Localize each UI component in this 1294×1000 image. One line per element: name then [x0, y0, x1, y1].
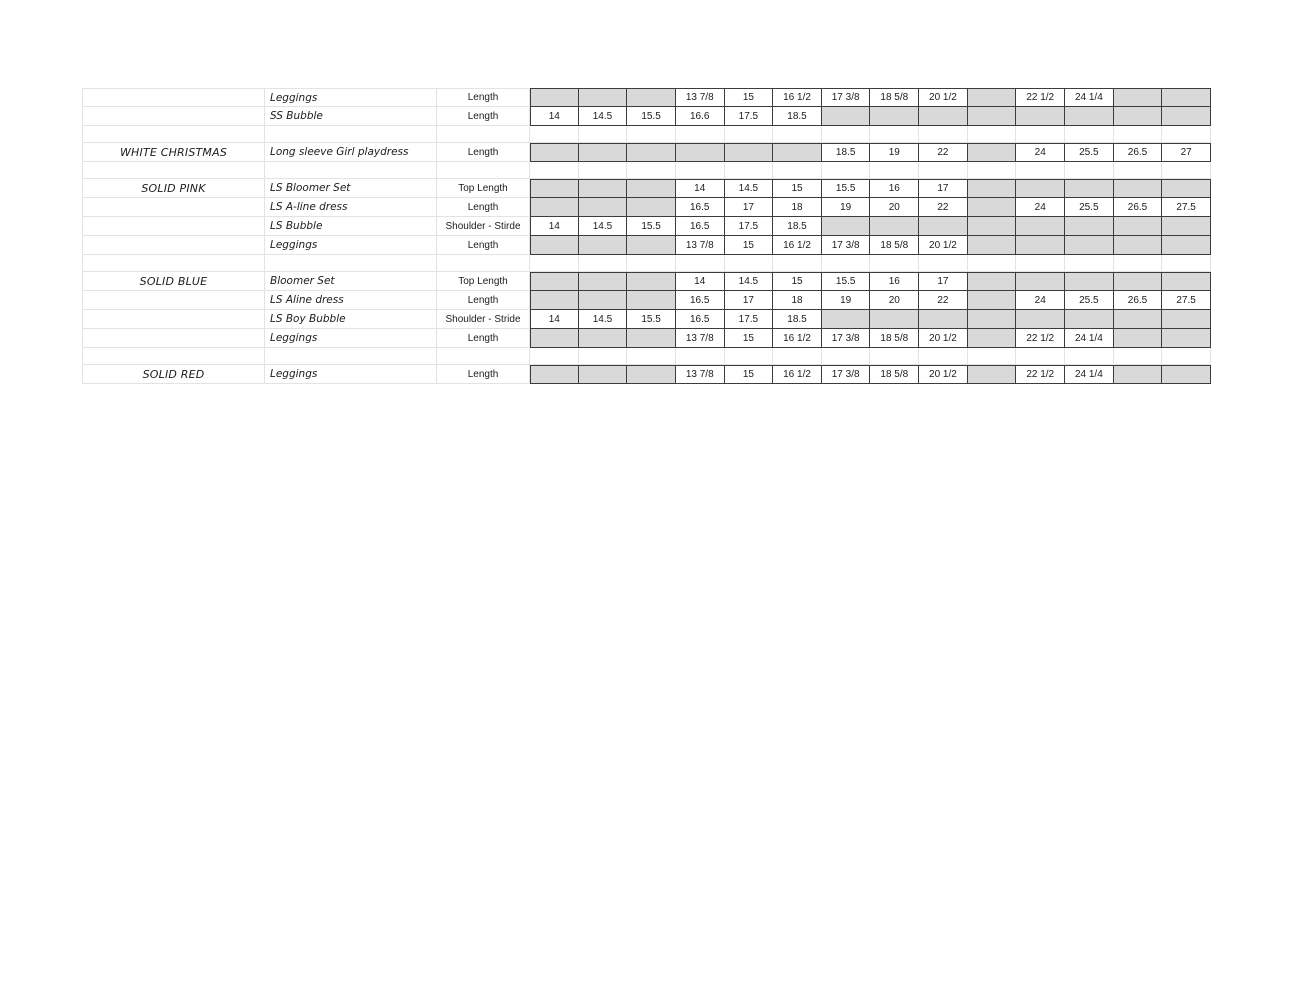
size-value-cell: 20 1/2	[919, 236, 968, 255]
size-empty-cell	[627, 162, 676, 179]
size-empty-cell	[1114, 255, 1163, 272]
measurement-cell	[437, 255, 530, 272]
size-value-cell: 19	[870, 143, 919, 162]
table-row	[82, 179, 1211, 198]
size-value-cell: 15.5	[627, 107, 676, 126]
table-row	[82, 217, 1211, 236]
size-empty-cell	[1065, 310, 1114, 329]
size-empty-cell	[530, 143, 579, 162]
size-value-cell: 27.5	[1162, 291, 1211, 310]
size-empty-cell	[822, 348, 871, 365]
size-empty-cell	[822, 217, 871, 236]
size-value-cell: 22	[919, 198, 968, 217]
size-value-cell: 24	[1016, 198, 1065, 217]
size-empty-cell	[627, 198, 676, 217]
size-value-cell: 15	[725, 88, 774, 107]
size-value-cell: 14.5	[579, 217, 628, 236]
product-cell: LS A-line dress	[265, 198, 437, 217]
size-value-cell: 24	[1016, 291, 1065, 310]
size-empty-cell	[1162, 310, 1211, 329]
size-empty-cell	[1016, 348, 1065, 365]
collection-cell	[82, 329, 265, 348]
size-empty-cell	[968, 348, 1017, 365]
size-value-cell: 17	[919, 272, 968, 291]
product-cell: SS Bubble	[265, 107, 437, 126]
table-row	[82, 126, 1211, 143]
size-empty-cell	[968, 179, 1017, 198]
size-empty-cell	[1162, 88, 1211, 107]
collection-cell: SOLID PINK	[82, 179, 265, 198]
size-value-cell: 24 1/4	[1065, 365, 1114, 384]
product-cell	[265, 162, 437, 179]
size-empty-cell	[676, 162, 725, 179]
table-row	[82, 107, 1211, 126]
size-empty-cell	[627, 126, 676, 143]
size-empty-cell	[968, 255, 1017, 272]
collection-cell	[82, 217, 265, 236]
size-empty-cell	[1065, 348, 1114, 365]
size-value-cell: 18.5	[773, 107, 822, 126]
size-empty-cell	[1162, 126, 1211, 143]
size-empty-cell	[1065, 255, 1114, 272]
size-value-cell: 17 3/8	[822, 236, 871, 255]
size-empty-cell	[919, 255, 968, 272]
size-value-cell: 16.5	[676, 198, 725, 217]
size-empty-cell	[919, 162, 968, 179]
product-cell: Long sleeve Girl playdress	[265, 143, 437, 162]
product-cell: Leggings	[265, 329, 437, 348]
collection-cell	[82, 255, 265, 272]
measurement-cell: Length	[437, 365, 530, 384]
product-cell: Leggings	[265, 365, 437, 384]
collection-cell	[82, 198, 265, 217]
size-empty-cell	[579, 236, 628, 255]
size-empty-cell	[1162, 329, 1211, 348]
size-empty-cell	[627, 179, 676, 198]
size-value-cell: 13 7/8	[676, 88, 725, 107]
product-cell: Leggings	[265, 88, 437, 107]
table-row	[82, 255, 1211, 272]
size-empty-cell	[968, 310, 1017, 329]
product-cell: LS Bloomer Set	[265, 179, 437, 198]
size-empty-cell	[1162, 217, 1211, 236]
measurement-cell: Length	[437, 107, 530, 126]
collection-cell: SOLID RED	[82, 365, 265, 384]
size-value-cell: 27	[1162, 143, 1211, 162]
measurement-cell: Length	[437, 236, 530, 255]
size-empty-cell	[822, 162, 871, 179]
size-empty-cell	[1162, 348, 1211, 365]
size-value-cell: 16.5	[676, 217, 725, 236]
size-empty-cell	[1016, 255, 1065, 272]
size-empty-cell	[530, 198, 579, 217]
size-value-cell: 14	[530, 217, 579, 236]
size-value-cell: 16 1/2	[773, 236, 822, 255]
size-empty-cell	[627, 272, 676, 291]
size-value-cell: 15.5	[627, 310, 676, 329]
table-row	[82, 88, 1211, 107]
collection-cell	[82, 291, 265, 310]
product-cell: LS Boy Bubble	[265, 310, 437, 329]
size-empty-cell	[773, 126, 822, 143]
measurement-cell: Length	[437, 88, 530, 107]
size-value-cell: 14.5	[579, 107, 628, 126]
size-value-cell: 24	[1016, 143, 1065, 162]
size-value-cell: 25.5	[1065, 143, 1114, 162]
size-value-cell: 27.5	[1162, 198, 1211, 217]
table-row	[82, 365, 1211, 384]
size-value-cell: 14	[530, 310, 579, 329]
size-empty-cell	[968, 236, 1017, 255]
size-empty-cell	[1114, 365, 1163, 384]
size-empty-cell	[1162, 236, 1211, 255]
size-empty-cell	[676, 126, 725, 143]
size-empty-cell	[1016, 126, 1065, 143]
size-empty-cell	[579, 291, 628, 310]
size-empty-cell	[968, 217, 1017, 236]
size-empty-cell	[822, 126, 871, 143]
size-empty-cell	[1114, 348, 1163, 365]
measurement-cell: Top Length	[437, 179, 530, 198]
size-empty-cell	[1162, 179, 1211, 198]
size-empty-cell	[1065, 126, 1114, 143]
size-value-cell: 22 1/2	[1016, 88, 1065, 107]
product-cell: LS Aline dress	[265, 291, 437, 310]
size-empty-cell	[627, 329, 676, 348]
size-empty-cell	[725, 255, 774, 272]
size-value-cell: 15.5	[627, 217, 676, 236]
measurement-cell	[437, 348, 530, 365]
size-empty-cell	[579, 348, 628, 365]
table-row	[82, 310, 1211, 329]
size-empty-cell	[530, 126, 579, 143]
size-empty-cell	[627, 255, 676, 272]
size-empty-cell	[627, 143, 676, 162]
size-empty-cell	[1114, 310, 1163, 329]
size-value-cell: 15	[773, 272, 822, 291]
size-value-cell: 17.5	[725, 107, 774, 126]
size-empty-cell	[1162, 365, 1211, 384]
size-empty-cell	[1016, 107, 1065, 126]
size-empty-cell	[1016, 179, 1065, 198]
size-value-cell: 20	[870, 198, 919, 217]
size-empty-cell	[1114, 329, 1163, 348]
size-value-cell: 14.5	[579, 310, 628, 329]
size-empty-cell	[530, 179, 579, 198]
size-value-cell: 13 7/8	[676, 365, 725, 384]
size-empty-cell	[530, 162, 579, 179]
size-empty-cell	[919, 126, 968, 143]
size-value-cell: 16 1/2	[773, 88, 822, 107]
size-value-cell: 24 1/4	[1065, 88, 1114, 107]
size-empty-cell	[1016, 272, 1065, 291]
size-value-cell: 14.5	[725, 272, 774, 291]
size-empty-cell	[1162, 162, 1211, 179]
size-empty-cell	[676, 255, 725, 272]
size-empty-cell	[579, 179, 628, 198]
size-empty-cell	[676, 143, 725, 162]
size-value-cell: 17 3/8	[822, 365, 871, 384]
size-value-cell: 22 1/2	[1016, 329, 1065, 348]
product-cell: LS Bubble	[265, 217, 437, 236]
measurement-cell: Length	[437, 329, 530, 348]
size-empty-cell	[968, 143, 1017, 162]
table-row	[82, 329, 1211, 348]
size-empty-cell	[1016, 236, 1065, 255]
size-value-cell: 16.5	[676, 310, 725, 329]
size-empty-cell	[968, 198, 1017, 217]
size-value-cell: 19	[822, 198, 871, 217]
size-empty-cell	[725, 348, 774, 365]
size-empty-cell	[627, 236, 676, 255]
size-value-cell: 26.5	[1114, 143, 1163, 162]
size-empty-cell	[579, 272, 628, 291]
size-value-cell: 15	[725, 365, 774, 384]
size-empty-cell	[870, 162, 919, 179]
size-empty-cell	[725, 126, 774, 143]
measurement-cell: Shoulder - Stirde	[437, 217, 530, 236]
size-value-cell: 18	[773, 291, 822, 310]
size-empty-cell	[627, 88, 676, 107]
measurement-cell: Top Length	[437, 272, 530, 291]
size-empty-cell	[579, 329, 628, 348]
size-value-cell: 17 3/8	[822, 329, 871, 348]
size-empty-cell	[968, 107, 1017, 126]
size-empty-cell	[870, 310, 919, 329]
measurement-cell	[437, 126, 530, 143]
size-empty-cell	[919, 348, 968, 365]
size-value-cell: 17	[725, 291, 774, 310]
collection-cell: WHITE CHRISTMAS	[82, 143, 265, 162]
measurement-cell: Shoulder - Stride	[437, 310, 530, 329]
size-value-cell: 22	[919, 143, 968, 162]
collection-cell	[82, 162, 265, 179]
size-empty-cell	[530, 348, 579, 365]
size-empty-cell	[1114, 126, 1163, 143]
collection-cell	[82, 348, 265, 365]
size-empty-cell	[530, 329, 579, 348]
size-empty-cell	[968, 272, 1017, 291]
size-value-cell: 14	[676, 179, 725, 198]
product-cell: Bloomer Set	[265, 272, 437, 291]
size-value-cell: 15	[725, 329, 774, 348]
size-empty-cell	[1162, 107, 1211, 126]
size-value-cell: 17.5	[725, 310, 774, 329]
size-value-cell: 16 1/2	[773, 329, 822, 348]
size-value-cell: 16	[870, 179, 919, 198]
size-empty-cell	[919, 310, 968, 329]
size-empty-cell	[1162, 255, 1211, 272]
size-empty-cell	[1114, 217, 1163, 236]
size-empty-cell	[530, 365, 579, 384]
size-value-cell: 16	[870, 272, 919, 291]
size-empty-cell	[725, 162, 774, 179]
size-value-cell: 18 5/8	[870, 365, 919, 384]
size-empty-cell	[579, 143, 628, 162]
size-empty-cell	[725, 143, 774, 162]
size-value-cell: 18.5	[822, 143, 871, 162]
table-row	[82, 198, 1211, 217]
size-empty-cell	[530, 272, 579, 291]
size-empty-cell	[1065, 179, 1114, 198]
size-empty-cell	[822, 255, 871, 272]
table-row	[82, 236, 1211, 255]
table-row	[82, 291, 1211, 310]
size-value-cell: 17.5	[725, 217, 774, 236]
size-value-cell: 16.5	[676, 291, 725, 310]
size-value-cell: 18.5	[773, 310, 822, 329]
product-cell	[265, 255, 437, 272]
measurement-cell: Length	[437, 198, 530, 217]
collection-cell	[82, 236, 265, 255]
size-value-cell: 18.5	[773, 217, 822, 236]
size-value-cell: 15.5	[822, 272, 871, 291]
size-empty-cell	[1114, 272, 1163, 291]
size-value-cell: 18 5/8	[870, 88, 919, 107]
size-empty-cell	[1065, 107, 1114, 126]
size-empty-cell	[1114, 236, 1163, 255]
size-value-cell: 22	[919, 291, 968, 310]
size-empty-cell	[773, 255, 822, 272]
size-empty-cell	[530, 236, 579, 255]
size-value-cell: 26.5	[1114, 291, 1163, 310]
collection-cell	[82, 88, 265, 107]
size-empty-cell	[1065, 217, 1114, 236]
size-empty-cell	[870, 126, 919, 143]
product-cell: Leggings	[265, 236, 437, 255]
size-empty-cell	[1065, 236, 1114, 255]
size-value-cell: 20 1/2	[919, 88, 968, 107]
size-empty-cell	[530, 255, 579, 272]
size-empty-cell	[579, 198, 628, 217]
size-empty-cell	[1114, 107, 1163, 126]
size-value-cell: 25.5	[1065, 291, 1114, 310]
size-value-cell: 16 1/2	[773, 365, 822, 384]
size-empty-cell	[530, 88, 579, 107]
table-row	[82, 272, 1211, 291]
size-empty-cell	[1016, 310, 1065, 329]
size-empty-cell	[968, 291, 1017, 310]
size-empty-cell	[773, 143, 822, 162]
table-row	[82, 162, 1211, 179]
collection-cell: SOLID BLUE	[82, 272, 265, 291]
size-value-cell: 20 1/2	[919, 329, 968, 348]
size-value-cell: 18	[773, 198, 822, 217]
size-value-cell: 24 1/4	[1065, 329, 1114, 348]
collection-cell	[82, 126, 265, 143]
collection-cell	[82, 310, 265, 329]
size-empty-cell	[968, 162, 1017, 179]
size-empty-cell	[870, 348, 919, 365]
size-empty-cell	[968, 365, 1017, 384]
size-empty-cell	[919, 217, 968, 236]
size-value-cell: 22 1/2	[1016, 365, 1065, 384]
size-value-cell: 17	[919, 179, 968, 198]
size-empty-cell	[579, 162, 628, 179]
size-value-cell: 20 1/2	[919, 365, 968, 384]
size-empty-cell	[627, 365, 676, 384]
size-empty-cell	[579, 88, 628, 107]
size-value-cell: 25.5	[1065, 198, 1114, 217]
size-value-cell: 18 5/8	[870, 329, 919, 348]
size-value-cell: 19	[822, 291, 871, 310]
size-empty-cell	[1162, 272, 1211, 291]
collection-cell	[82, 107, 265, 126]
size-empty-cell	[627, 291, 676, 310]
size-empty-cell	[968, 329, 1017, 348]
size-empty-cell	[530, 291, 579, 310]
size-chart-table	[82, 88, 1211, 384]
size-value-cell: 14	[530, 107, 579, 126]
size-empty-cell	[579, 126, 628, 143]
size-value-cell: 13 7/8	[676, 236, 725, 255]
size-empty-cell	[773, 348, 822, 365]
size-value-cell: 15	[725, 236, 774, 255]
size-empty-cell	[870, 255, 919, 272]
size-empty-cell	[822, 107, 871, 126]
table-row	[82, 348, 1211, 365]
size-empty-cell	[1016, 162, 1065, 179]
size-empty-cell	[822, 310, 871, 329]
measurement-cell	[437, 162, 530, 179]
size-value-cell: 26.5	[1114, 198, 1163, 217]
size-value-cell: 15	[773, 179, 822, 198]
measurement-cell: Length	[437, 291, 530, 310]
size-empty-cell	[676, 348, 725, 365]
size-value-cell: 17 3/8	[822, 88, 871, 107]
size-empty-cell	[773, 162, 822, 179]
size-empty-cell	[919, 107, 968, 126]
size-value-cell: 16.6	[676, 107, 725, 126]
size-empty-cell	[968, 88, 1017, 107]
size-empty-cell	[870, 217, 919, 236]
size-empty-cell	[627, 348, 676, 365]
size-value-cell: 13 7/8	[676, 329, 725, 348]
size-value-cell: 17	[725, 198, 774, 217]
size-empty-cell	[968, 126, 1017, 143]
size-empty-cell	[1114, 179, 1163, 198]
size-value-cell: 18 5/8	[870, 236, 919, 255]
size-value-cell: 20	[870, 291, 919, 310]
size-empty-cell	[1065, 162, 1114, 179]
size-empty-cell	[1114, 162, 1163, 179]
size-empty-cell	[1065, 272, 1114, 291]
size-value-cell: 14.5	[725, 179, 774, 198]
size-empty-cell	[1114, 88, 1163, 107]
size-empty-cell	[870, 107, 919, 126]
measurement-cell: Length	[437, 143, 530, 162]
product-cell	[265, 126, 437, 143]
size-value-cell: 14	[676, 272, 725, 291]
size-empty-cell	[579, 365, 628, 384]
product-cell	[265, 348, 437, 365]
size-empty-cell	[1016, 217, 1065, 236]
size-value-cell: 15.5	[822, 179, 871, 198]
size-empty-cell	[579, 255, 628, 272]
table-row	[82, 143, 1211, 162]
